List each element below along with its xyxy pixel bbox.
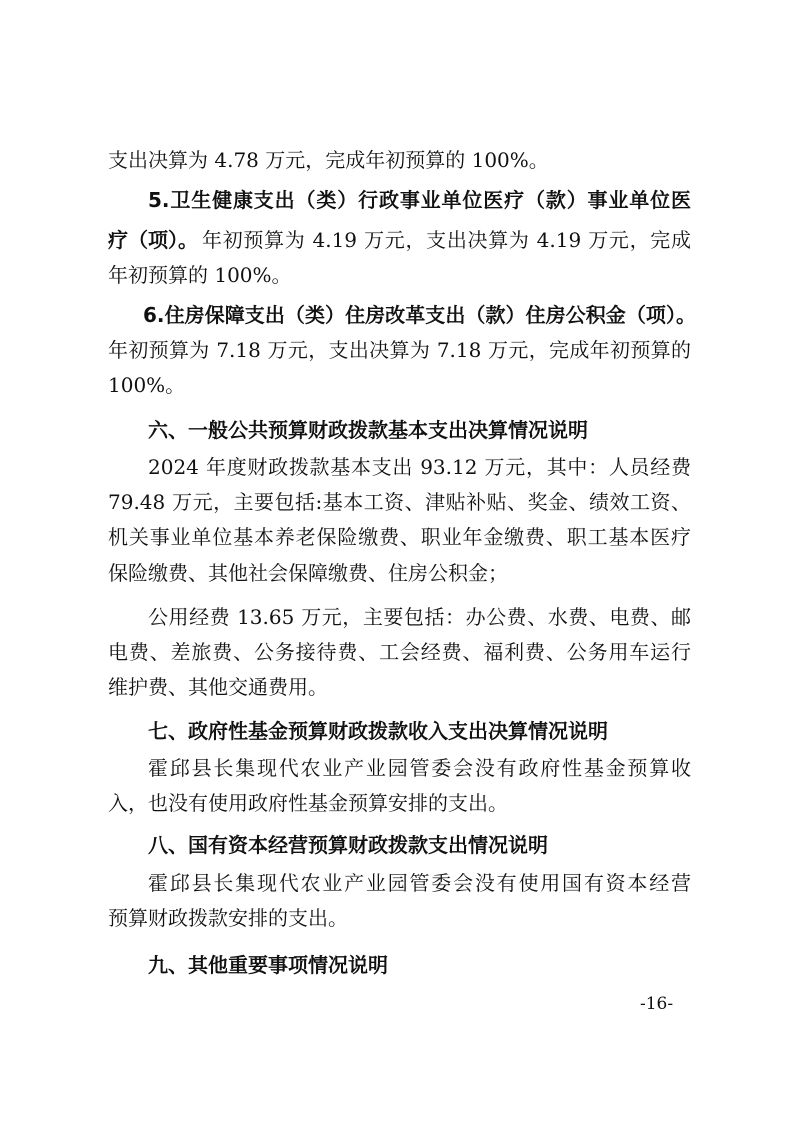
body-text: 100%。: [108, 373, 186, 397]
body-text: 年初预算为 7.18 万元，支出决算为 7.18 万元，完成年初预算的: [108, 338, 691, 362]
body-text: 2024 年度财政拨款基本支出 93.12 万元，其中：人员经费: [148, 455, 691, 479]
item-heading: 5.卫生健康支出（类）行政事业单位医疗（款）事业单位医: [148, 188, 691, 212]
body-text: 霍邱县长集现代农业产业园管委会没有使用国有资本经营: [148, 871, 691, 895]
section-heading: 八、国有资本经营预算财政拨款支出情况说明: [148, 833, 548, 857]
body-text: 维护费、其他交通费用。: [108, 675, 328, 699]
body-text: 保险缴费、其他社会保障缴费、住房公积金；: [108, 561, 508, 585]
page-number: -16-: [640, 994, 674, 1014]
body-text: 79.48 万元，主要包括:基本工资、津贴补贴、奖金、绩效工资、: [108, 490, 691, 514]
body-text: 电费、差旅费、公务接待费、工会经费、福利费、公务用车运行: [108, 640, 691, 664]
item-heading: 6.住房保障支出（类）住房改革支出（款）住房公积金（项）。: [143, 303, 696, 327]
item-heading-cont: 疗（项）。: [108, 228, 198, 252]
body-text: 公用经费 13.65 万元，主要包括：办公费、水费、电费、邮: [148, 605, 691, 629]
body-text: 年初预算的 100%。: [108, 263, 292, 287]
body-text: 支出决算为 4.78 万元，完成年初预算的 100%。: [108, 148, 549, 172]
body-text: 入，也没有使用政府性基金预算安排的支出。: [108, 791, 508, 815]
body-text: 机关事业单位基本养老保险缴费、职业年金缴费、职工基本医疗: [108, 525, 691, 549]
body-text: 霍邱县长集现代农业产业园管委会没有政府性基金预算收: [148, 756, 691, 780]
section-heading: 九、其他重要事项情况说明: [148, 953, 388, 977]
body-text: [108, 228, 691, 252]
body-text: 预算财政拨款安排的支出。: [108, 906, 348, 930]
section-heading: 七、政府性基金预算财政拨款收入支出决算情况说明: [148, 719, 608, 743]
section-heading: 六、一般公共预算财政拨款基本支出决算情况说明: [148, 418, 588, 442]
body-text: 年初预算为 4.19 万元，支出决算为 4.19 万元，完成: [202, 228, 691, 252]
